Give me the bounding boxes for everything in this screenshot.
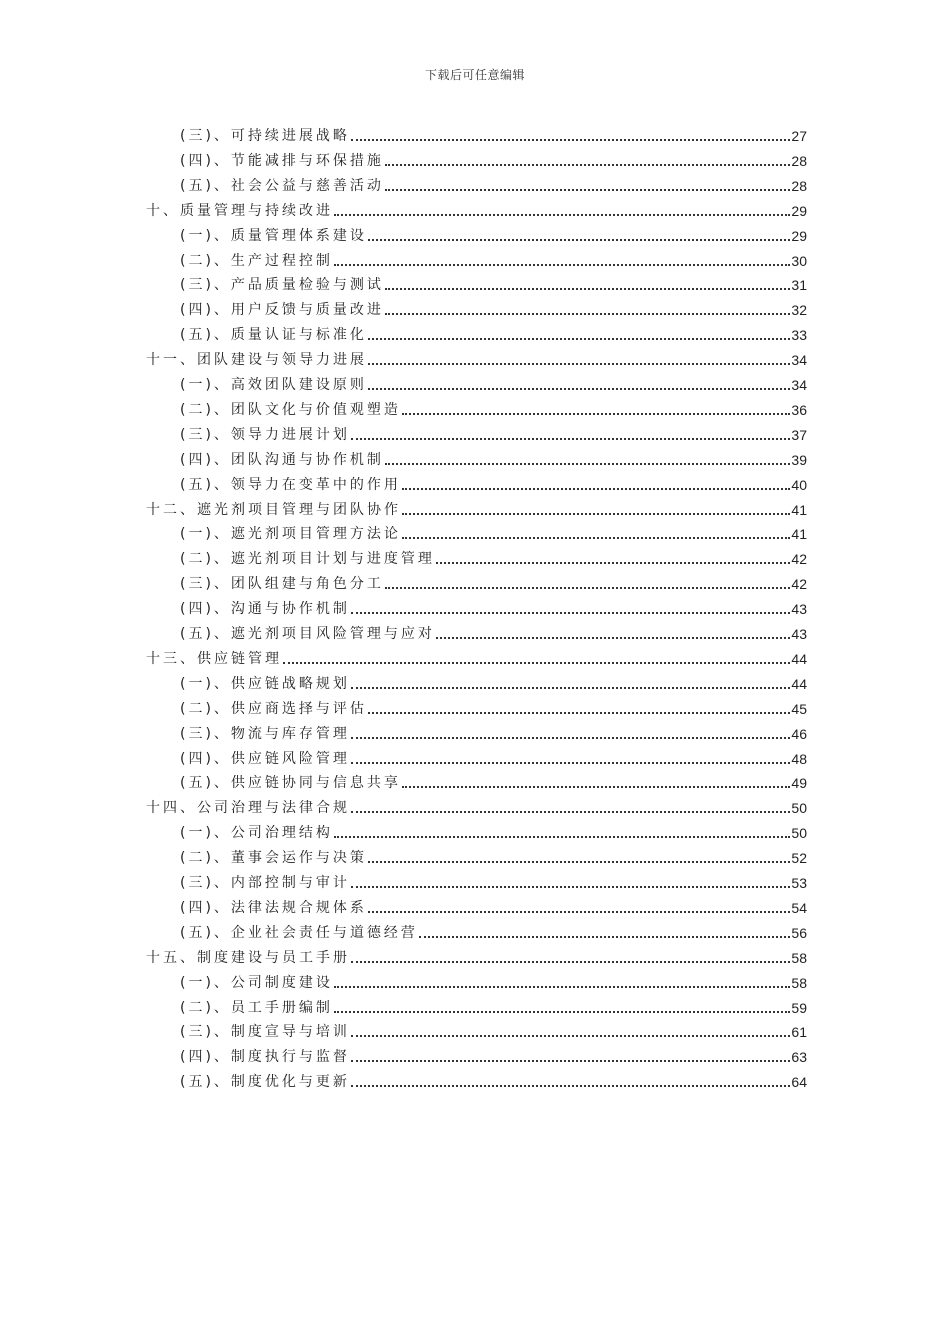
- toc-dot-leader: [334, 985, 790, 988]
- toc-section-entry[interactable]: [180, 176, 807, 196]
- toc-dot-leader: [419, 935, 790, 938]
- toc-page-number: 37: [791, 426, 807, 443]
- toc-section-entry[interactable]: [180, 848, 807, 868]
- toc-page-number: 41: [791, 526, 807, 543]
- toc-dot-leader: [385, 462, 790, 465]
- toc-section-entry[interactable]: [180, 475, 807, 495]
- toc-page-number: 58: [791, 949, 807, 966]
- toc-entry-title: (一)、公司治理结构: [180, 825, 333, 842]
- toc-page-number: 61: [791, 1024, 807, 1041]
- toc-entry-title: (五)、供应链协同与信息共享: [180, 775, 401, 792]
- toc-section-entry[interactable]: [180, 126, 807, 146]
- toc-page-number: 28: [791, 177, 807, 194]
- toc-page-number: 29: [791, 227, 807, 244]
- toc-page-number: 56: [791, 924, 807, 941]
- toc-entry-title: 十、质量管理与持续改进: [146, 202, 333, 219]
- toc-dot-leader: [351, 1084, 790, 1087]
- toc-dot-leader: [368, 387, 790, 390]
- toc-section-entry[interactable]: [180, 1072, 807, 1092]
- toc-section-entry[interactable]: [180, 773, 807, 793]
- toc-page-number: 31: [791, 277, 807, 294]
- toc-chapter-entry[interactable]: [146, 201, 807, 221]
- toc-dot-leader: [385, 188, 790, 191]
- toc-dot-leader: [436, 636, 790, 639]
- toc-dot-leader: [368, 238, 790, 241]
- toc-page-number: 27: [791, 128, 807, 144]
- toc-page-number: 58: [791, 974, 807, 991]
- toc-dot-leader: [385, 287, 790, 290]
- toc-page-number: 49: [791, 775, 807, 792]
- toc-page-number: 33: [791, 327, 807, 344]
- toc-dot-leader: [334, 835, 790, 838]
- toc-entry-title: (三)、制度宣导与培训: [180, 1024, 350, 1041]
- toc-entry-title: 十四、公司治理与法律合规: [146, 800, 350, 817]
- toc-entry-title: (四)、沟通与协作机制: [180, 601, 350, 618]
- toc-section-entry[interactable]: [180, 873, 807, 893]
- toc-dot-leader: [368, 860, 790, 863]
- toc-page-number: 45: [791, 700, 807, 717]
- toc-section-entry[interactable]: [180, 151, 807, 171]
- toc-page-number: 54: [791, 899, 807, 916]
- toc-entry-title: (三)、领导力进展计划: [180, 426, 350, 443]
- toc-dot-leader: [385, 312, 790, 315]
- toc-dot-leader: [334, 213, 790, 216]
- toc-chapter-entry[interactable]: [146, 649, 807, 669]
- toc-section-entry[interactable]: [180, 1022, 807, 1042]
- toc-section-entry[interactable]: [180, 549, 807, 569]
- toc-dot-leader: [351, 810, 790, 813]
- toc-page-number: 32: [791, 302, 807, 319]
- toc-chapter-entry[interactable]: [146, 798, 807, 818]
- toc-dot-leader: [351, 885, 790, 888]
- toc-page-number: 30: [791, 252, 807, 269]
- toc-section-entry[interactable]: [180, 699, 807, 719]
- toc-dot-leader: [351, 611, 790, 614]
- toc-entry-title: (五)、遮光剂项目风险管理与应对: [180, 626, 435, 642]
- toc-section-entry[interactable]: [180, 300, 807, 320]
- toc-entry-title: (三)、可持续进展战略: [180, 128, 350, 144]
- toc-dot-leader: [351, 1034, 790, 1037]
- toc-entry-title: (一)、遮光剂项目管理方法论: [180, 526, 401, 543]
- toc-page-number: 59: [791, 999, 807, 1016]
- toc-entry-title: (一)、供应链战略规划: [180, 675, 350, 692]
- toc-page-number: 44: [791, 675, 807, 692]
- toc-section-entry[interactable]: [180, 574, 807, 594]
- toc-chapter-entry[interactable]: [146, 948, 807, 968]
- toc-entry-title: (四)、法律法规合规体系: [180, 899, 367, 916]
- toc-dot-leader: [368, 910, 790, 913]
- toc-section-entry[interactable]: [180, 749, 807, 769]
- toc-page-number: 52: [791, 850, 807, 867]
- toc-dot-leader: [334, 1010, 790, 1013]
- toc-section-entry[interactable]: [180, 375, 807, 395]
- toc-entry-title: (二)、员工手册编制: [180, 999, 333, 1016]
- toc-entry-title: (四)、节能减排与环保措施: [180, 152, 384, 169]
- toc-section-entry[interactable]: [180, 251, 807, 271]
- toc-dot-leader: [368, 711, 790, 714]
- toc-page-number: 34: [791, 352, 807, 369]
- toc-section-entry[interactable]: [180, 599, 807, 619]
- toc-page-number: 50: [791, 825, 807, 842]
- toc-entry-title: (四)、用户反馈与质量改进: [180, 302, 384, 319]
- toc-page-number: 34: [791, 377, 807, 393]
- toc-section-entry[interactable]: [180, 226, 807, 246]
- toc-section-entry[interactable]: [180, 524, 807, 544]
- toc-section-entry[interactable]: [180, 325, 807, 345]
- toc-entry-title: (五)、社会公益与慈善活动: [180, 177, 384, 194]
- toc-entry-title: 十五、制度建设与员工手册: [146, 949, 350, 966]
- toc-page-number: 41: [791, 501, 807, 518]
- toc-chapter-entry[interactable]: [146, 350, 807, 370]
- toc-dot-leader: [436, 561, 790, 564]
- toc-section-entry[interactable]: [180, 275, 807, 295]
- toc-dot-leader: [402, 412, 790, 415]
- toc-entry-title: (四)、供应链风险管理: [180, 750, 350, 767]
- toc-dot-leader: [351, 761, 790, 764]
- toc-entry-title: (二)、供应商选择与评估: [180, 700, 367, 717]
- toc-section-entry[interactable]: [180, 998, 807, 1018]
- toc-dot-leader: [385, 163, 790, 166]
- toc-entry-title: (五)、企业社会责任与道德经营: [180, 924, 418, 941]
- toc-chapter-entry[interactable]: [146, 500, 807, 520]
- toc-section-entry[interactable]: [180, 898, 807, 918]
- toc-entry-title: (四)、制度执行与监督: [180, 1049, 350, 1066]
- toc-section-entry[interactable]: [180, 624, 807, 644]
- toc-entry-title: (一)、高效团队建设原则: [180, 377, 367, 393]
- toc-section-entry[interactable]: [180, 674, 807, 694]
- toc-dot-leader: [402, 487, 790, 490]
- toc-entry-title: (三)、产品质量检验与测试: [180, 277, 384, 294]
- toc-page-number: 28: [791, 152, 807, 169]
- toc-entry-title: (二)、遮光剂项目计划与进度管理: [180, 551, 435, 568]
- toc-dot-leader: [351, 1059, 790, 1062]
- toc-page-number: 39: [791, 451, 807, 468]
- toc-page-number: 63: [791, 1049, 807, 1066]
- toc-page-number: 42: [791, 576, 807, 593]
- toc-entry-title: (三)、物流与库存管理: [180, 725, 350, 742]
- toc-entry-title: (二)、团队文化与价值观塑造: [180, 401, 401, 418]
- toc-dot-leader: [351, 437, 790, 440]
- toc-dot-leader: [402, 785, 790, 788]
- toc-dot-leader: [351, 138, 790, 141]
- toc-entry-title: (四)、团队沟通与协作机制: [180, 451, 384, 468]
- toc-entry-title: 十三、供应链管理: [146, 650, 282, 667]
- toc-page-number: 40: [791, 476, 807, 493]
- toc-section-entry[interactable]: [180, 823, 807, 843]
- toc-section-entry[interactable]: [180, 1047, 807, 1067]
- toc-dot-leader: [402, 536, 790, 539]
- toc-entry-title: 十二、遮光剂项目管理与团队协作: [146, 501, 401, 518]
- toc-dot-leader: [351, 960, 790, 963]
- toc-dot-leader: [368, 362, 790, 365]
- toc-page-number: 48: [791, 750, 807, 767]
- toc-section-entry[interactable]: [180, 450, 807, 470]
- toc-section-entry[interactable]: [180, 923, 807, 943]
- toc-page-number: 44: [791, 650, 807, 667]
- toc-dot-leader: [402, 512, 790, 515]
- toc-entry-title: (二)、生产过程控制: [180, 252, 333, 269]
- toc-dot-leader: [283, 661, 790, 664]
- toc-page-number: 42: [791, 551, 807, 568]
- toc-page-number: 43: [791, 601, 807, 618]
- toc-dot-leader: [351, 736, 790, 739]
- toc-page-number: 50: [791, 800, 807, 817]
- toc-page-number: 53: [791, 875, 807, 891]
- toc-section-entry[interactable]: [180, 973, 807, 993]
- toc-section-entry[interactable]: [180, 425, 807, 445]
- toc-page-number: 43: [791, 626, 807, 642]
- toc-entry-title: (五)、领导力在变革中的作用: [180, 476, 401, 493]
- toc-entry-title: (五)、制度优化与更新: [180, 1074, 350, 1091]
- toc-entry-title: (三)、团队组建与角色分工: [180, 576, 384, 593]
- toc-section-entry[interactable]: [180, 400, 807, 420]
- toc-section-entry[interactable]: [180, 724, 807, 744]
- toc-page-number: 46: [791, 725, 807, 742]
- toc-dot-leader: [385, 586, 790, 589]
- toc-page-number: 29: [791, 202, 807, 219]
- toc-entry-title: (五)、质量认证与标准化: [180, 327, 367, 344]
- toc-entry-title: 十一、团队建设与领导力进展: [146, 352, 367, 369]
- page-header: 下载后可任意编辑: [424, 68, 525, 82]
- toc-dot-leader: [334, 263, 790, 266]
- toc-entry-title: (一)、公司制度建设: [180, 974, 333, 991]
- toc-entry-title: (二)、董事会运作与决策: [180, 850, 367, 867]
- toc-entry-title: (三)、内部控制与审计: [180, 875, 350, 891]
- toc-page-number: 36: [791, 401, 807, 418]
- toc-entry-title: (一)、质量管理体系建设: [180, 227, 367, 244]
- toc-page-number: 64: [791, 1074, 807, 1091]
- toc-dot-leader: [351, 686, 790, 689]
- toc-dot-leader: [368, 337, 790, 340]
